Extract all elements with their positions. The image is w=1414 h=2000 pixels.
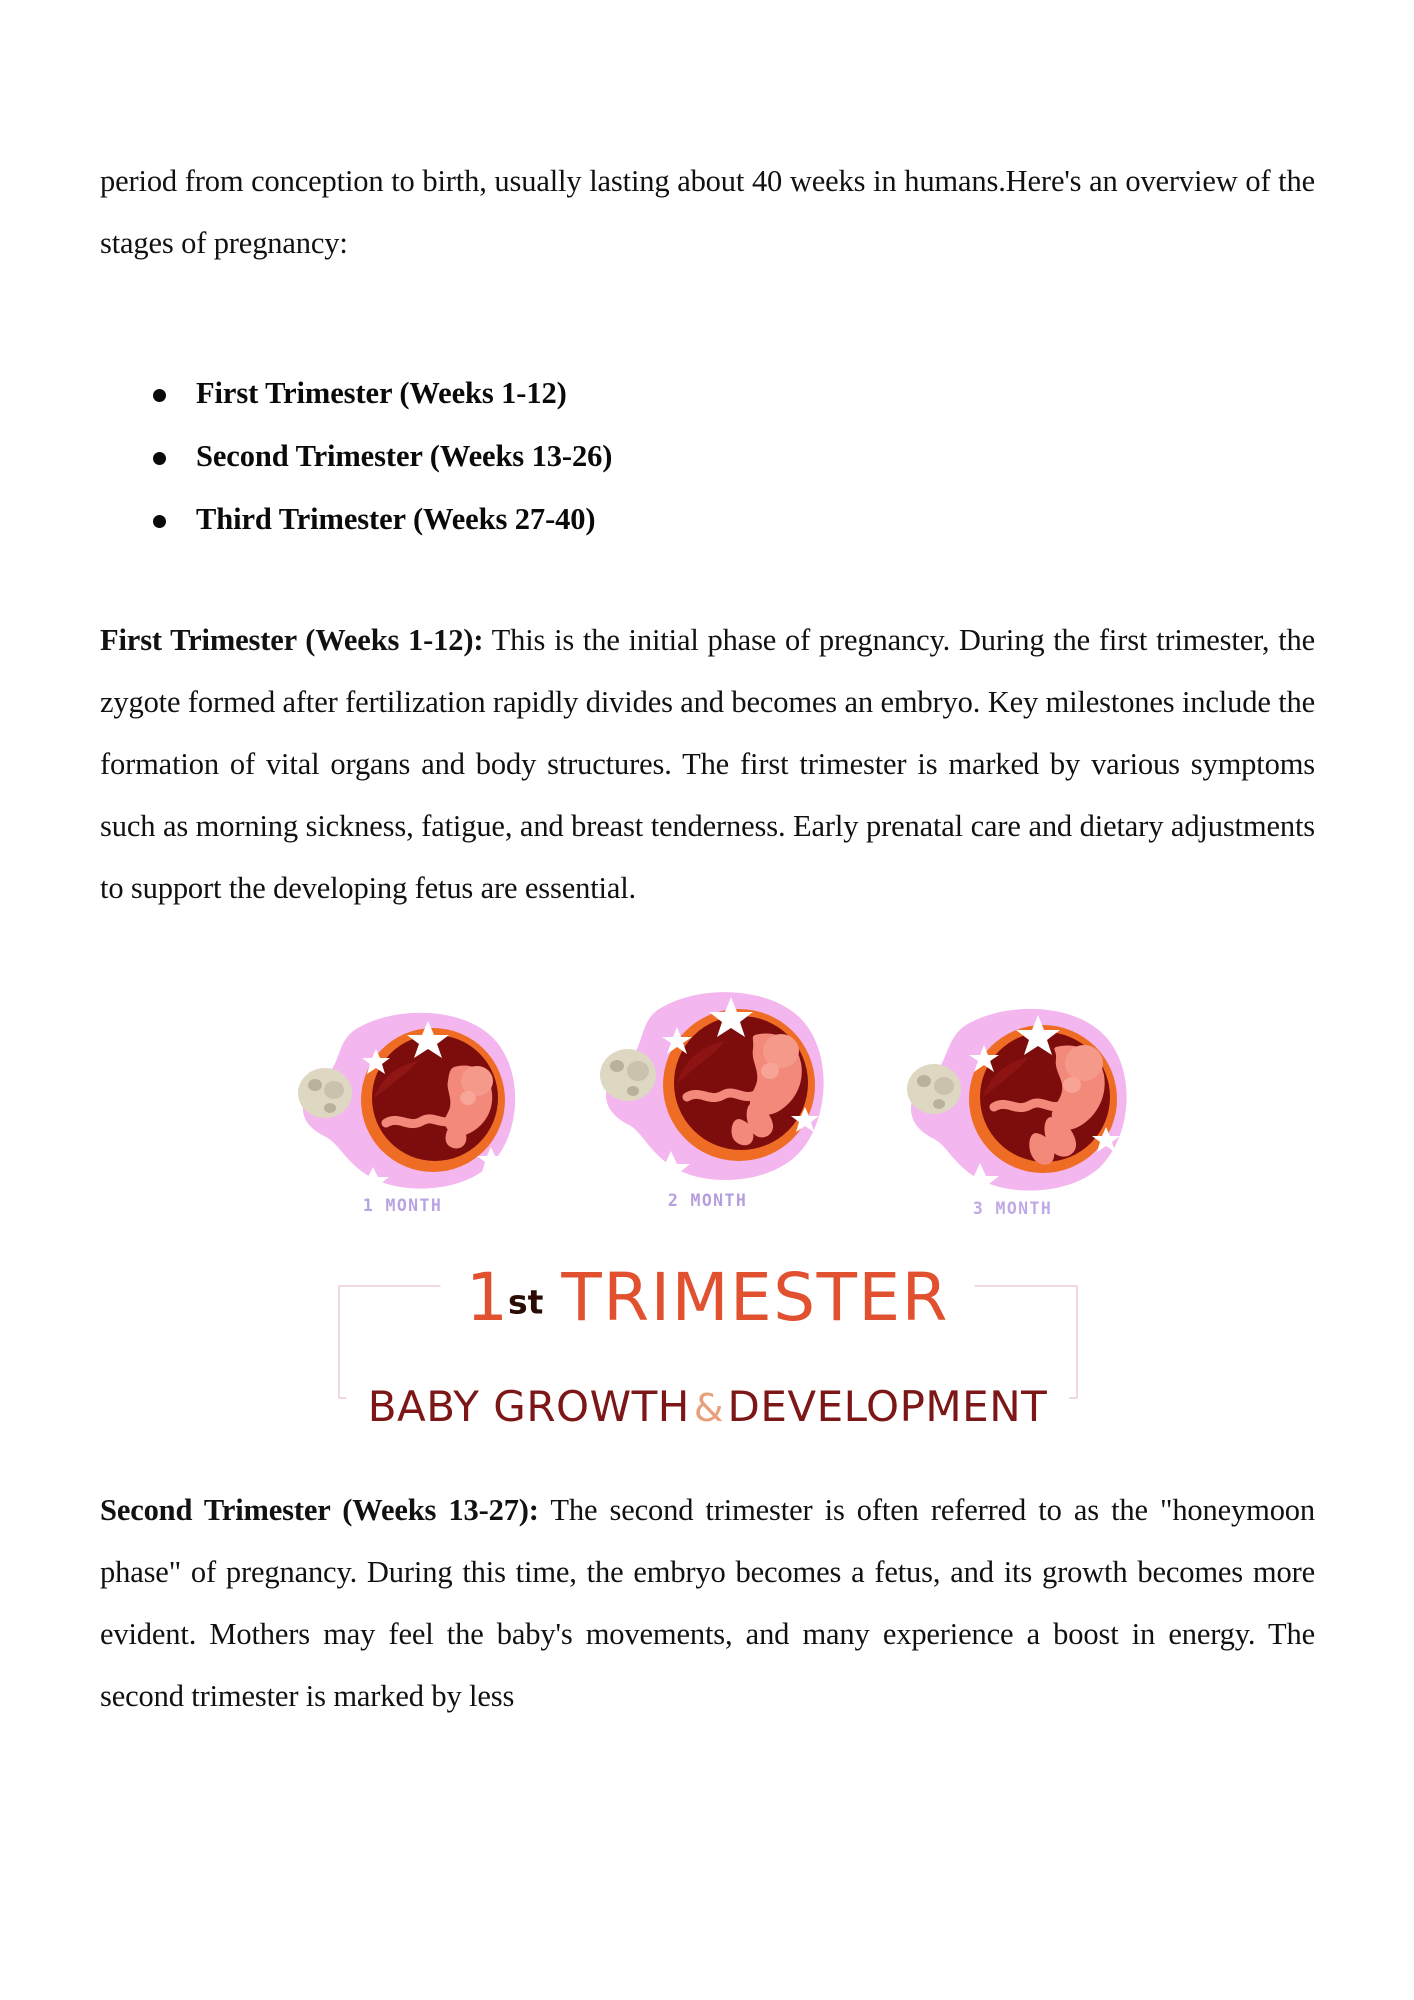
bullet-label-first: First Trimester (Weeks 1-12) <box>196 376 567 410</box>
subtitle-right: DEVELOPMENT <box>727 1382 1048 1431</box>
figure-title-block <box>338 1259 1078 1431</box>
list-item <box>100 362 1315 425</box>
womb-illustration-3-icon <box>888 995 1138 1205</box>
womb-illustration-2-icon <box>583 979 833 1197</box>
womb-stage-1 <box>278 997 528 1267</box>
trimester-bullet-list <box>100 362 1315 551</box>
womb-stage-2 <box>583 979 833 1249</box>
intro-paragraph: period from conception to birth, usually lasting about 40 weeks in humans.Here's an overview of the stages of pregnancy: <box>100 164 1315 260</box>
bullet-label-third: Third Trimester (Weeks 27-40) <box>196 502 596 536</box>
list-item <box>100 425 1315 488</box>
womb-illustration-1-icon <box>278 997 528 1202</box>
bullet-label-second: Second Trimester (Weeks 13-26) <box>196 439 613 473</box>
page-content <box>100 150 1315 1727</box>
figure-title <box>440 1259 975 1336</box>
title-main-word: TRIMESTER <box>561 1259 949 1336</box>
second-trimester-paragraph <box>100 1479 1315 1727</box>
subtitle-ampersand: & <box>693 1386 724 1430</box>
womb-stage-row <box>278 979 1138 1249</box>
title-ordinal: 1 <box>466 1259 509 1336</box>
womb-stage-3 <box>888 995 1138 1265</box>
figure-subtitle <box>346 1382 1070 1431</box>
month-label-1: 1 MONTH <box>362 1196 443 1215</box>
illustration-canvas <box>278 979 1138 1479</box>
title-ordinal-suffix: st <box>508 1282 544 1322</box>
first-trimester-heading: First Trimester (Weeks 1-12): <box>100 623 484 657</box>
first-trimester-illustration <box>100 979 1315 1479</box>
second-trimester-heading: Second Trimester (Weeks 13-27): <box>100 1493 539 1527</box>
month-label-3: 3 MONTH <box>972 1199 1053 1218</box>
second-trimester-body: The second trimester is often referred to as the "honeymoon phase" of pregnancy. During this time, the embryo becomes a fetus, and its growth becomes more evident. Mothers may feel the baby's movements, and many experience a boost in energy. The second trimester is marked by less <box>100 1493 1315 1713</box>
spacer <box>100 274 1315 312</box>
month-label-2: 2 MONTH <box>667 1191 748 1210</box>
list-item <box>100 488 1315 551</box>
subtitle-left: BABY GROWTH <box>367 1382 690 1431</box>
first-trimester-paragraph <box>100 609 1315 919</box>
first-trimester-body: This is the initial phase of pregnancy. During the first trimester, the zygote formed after fertilization rapidly divides and becomes an embryo. Key milestones include the formation of vital organs and body structures. The first trimester is marked by various symptoms such as morning sickness, fatigue, and breast tenderness. Early prenatal care and dietary adjustments to support the developing fetus are essential. <box>100 623 1315 905</box>
spacer <box>100 551 1315 609</box>
